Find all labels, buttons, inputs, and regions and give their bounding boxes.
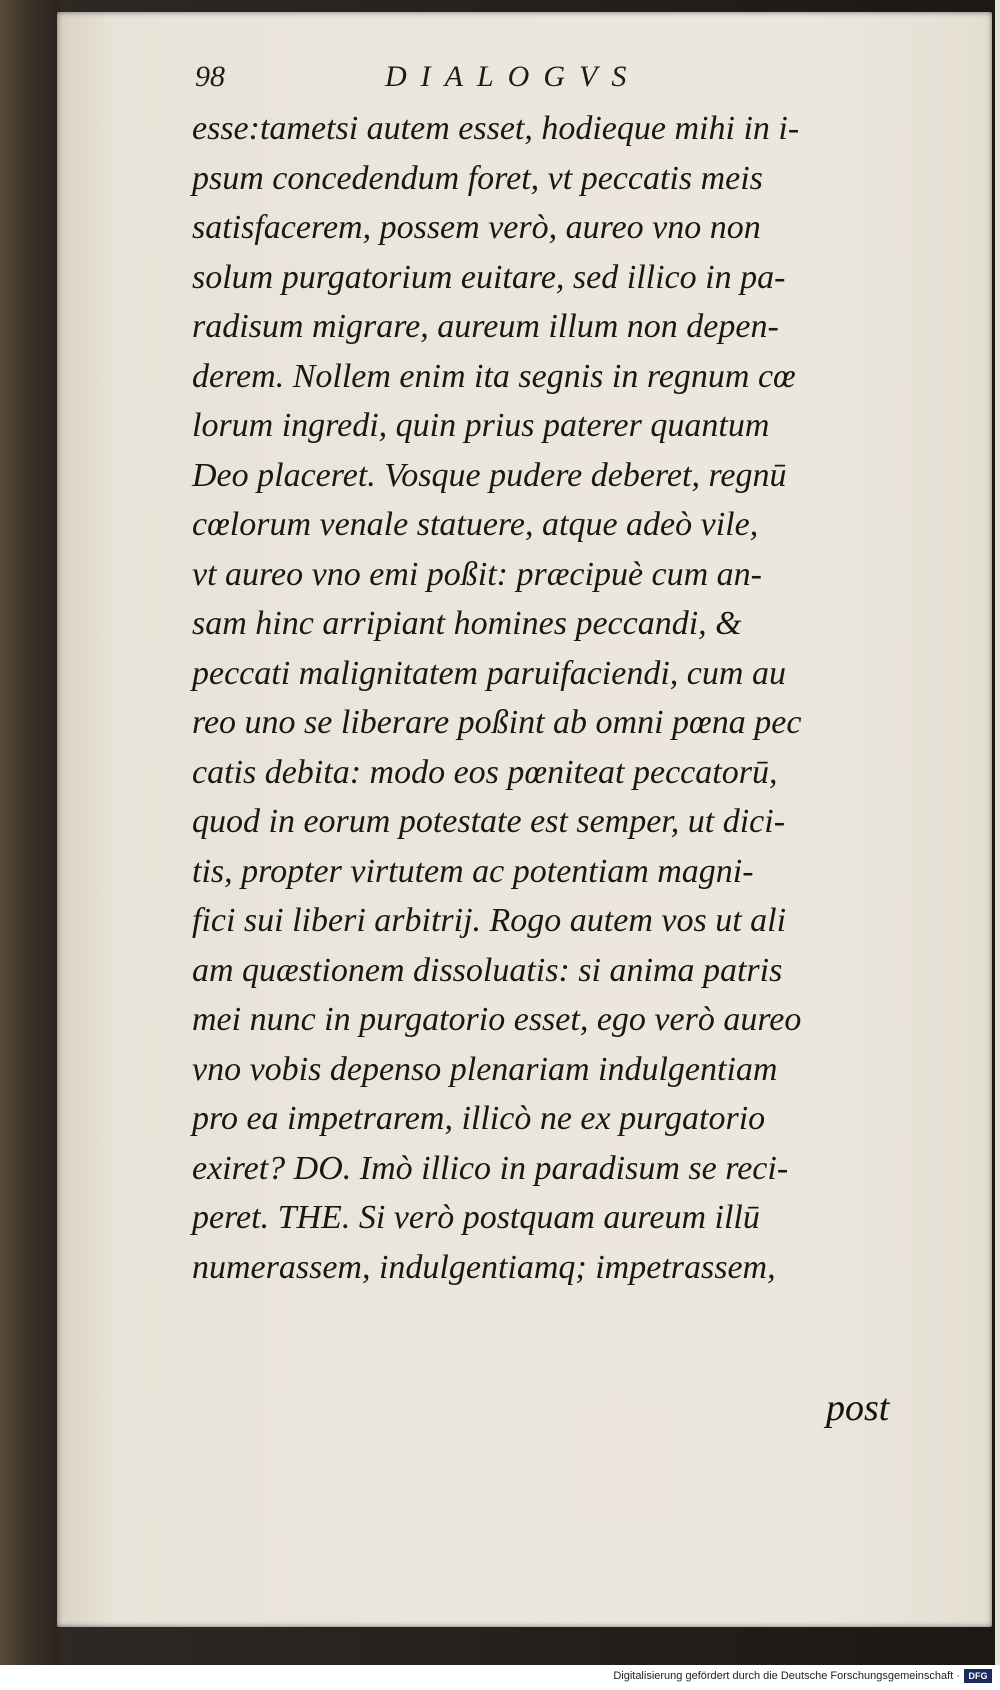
text-line: quod in eorum potestate est semper, ut dici- [192, 803, 786, 840]
funding-credit: Digitalisierung gefördert durch die Deutsche Forschungsgemeinschaft · [613, 1670, 960, 1682]
text-line: peccati malignitatem paruifaciendi, cum au [192, 654, 786, 692]
footer-bar [0, 1665, 1000, 1690]
text-line: radisum migrare, aureum illum non depen- [192, 308, 779, 345]
page-number: 98 [195, 60, 225, 93]
text-line: esse:tametsi autem esset, hodieque mihi in i- [192, 110, 800, 147]
text-line: vno vobis depenso plenariam indulgentiam [192, 1050, 778, 1088]
text-line: mei nunc in purgatorio esset, ego verò aureo [192, 1001, 802, 1038]
scan-right-margin [995, 0, 1000, 1665]
dfg-logo: DFG [964, 1669, 992, 1683]
text-line: numerassem, indulgentiamq; impetrassem, [192, 1248, 776, 1286]
text-block [192, 104, 922, 1292]
book-binding-edge [0, 0, 60, 1665]
text-line: reo uno se liberare poßint ab omni pœna pec [192, 704, 802, 741]
text-line: vt aureo vno emi poßit: præcipuè cum an- [192, 555, 762, 593]
text-line: peret. THE. Si verò postquam aureum illū [192, 1199, 760, 1236]
page-header [195, 60, 755, 100]
text-line: psum concedendum foret, vt peccatis meis [192, 159, 763, 197]
text-line: fici sui liberi arbitrij. Rogo autem vos ut ali [192, 902, 787, 939]
text-line: pro ea impetrarem, illicò ne ex purgatorio [192, 1100, 766, 1137]
text-line: sam hinc arripiant homines peccandi, & [192, 605, 742, 642]
text-line: solum purgatorium euitare, sed illico in pa- [192, 258, 786, 296]
text-line: cœlorum venale statuere, atque adeò vile, [192, 506, 759, 543]
catchword: post [826, 1387, 890, 1429]
text-line: satisfacerem, possem verò, aureo vno non [192, 209, 761, 246]
text-line: lorum ingredi, quin prius paterer quantum [192, 407, 770, 444]
text-line: tis, propter virtutem ac potentiam magni- [192, 852, 754, 890]
text-line: am quæstionem dissoluatis: si anima patris [192, 951, 783, 989]
text-line: exiret? DO. Imò illico in paradisum se reci- [192, 1149, 789, 1187]
running-title: DIALOGVS [385, 60, 641, 93]
text-line: derem. Nollem enim ita segnis in regnum cœ [192, 357, 796, 395]
text-line: Deo placeret. Vosque pudere deberet, regnū [192, 456, 787, 494]
text-line: catis debita: modo eos pœniteat peccatorū, [192, 753, 778, 791]
